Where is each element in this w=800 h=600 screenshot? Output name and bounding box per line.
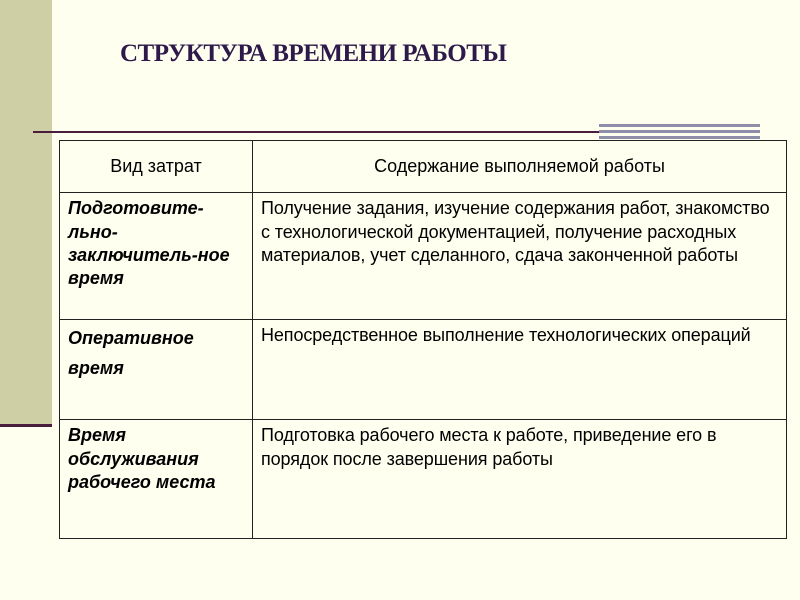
work-time-table [59,140,787,539]
title-underline [33,131,600,133]
decor-stripes [599,124,760,139]
row-kind-operational [60,320,253,420]
table-row [60,420,787,539]
header-cost-type: Вид затрат [60,141,253,193]
row-desc-maintenance: Подготовка рабочего места к работе, приведение его в порядок после завершения работы [253,420,787,539]
row-kind-maintenance [60,420,253,539]
side-decor-line [0,424,52,427]
table-row [60,193,787,320]
row-kind-preparatory [60,193,253,320]
slide-title: СТРУКТУРА ВРЕМЕНИ РАБОТЫ [120,40,507,67]
side-decor-band [0,0,52,425]
kind-label: Подготовите-льно-заключитель-ное время [68,198,230,289]
kind-label: Оперативное время [68,328,194,378]
table-row [60,320,787,420]
row-desc-operational: Непосредственное выполнение технологических операций [253,320,787,420]
table-header-row [60,141,787,193]
row-desc-preparatory: Получение задания, изучение содержания работ, знакомство с технологической документацией, получение расходных материалов, учет сделанного, сдача законченной работы [253,193,787,320]
kind-label: Время обслуживания рабочего места [68,425,216,493]
header-work-content: Содержание выполняемой работы [253,141,787,193]
